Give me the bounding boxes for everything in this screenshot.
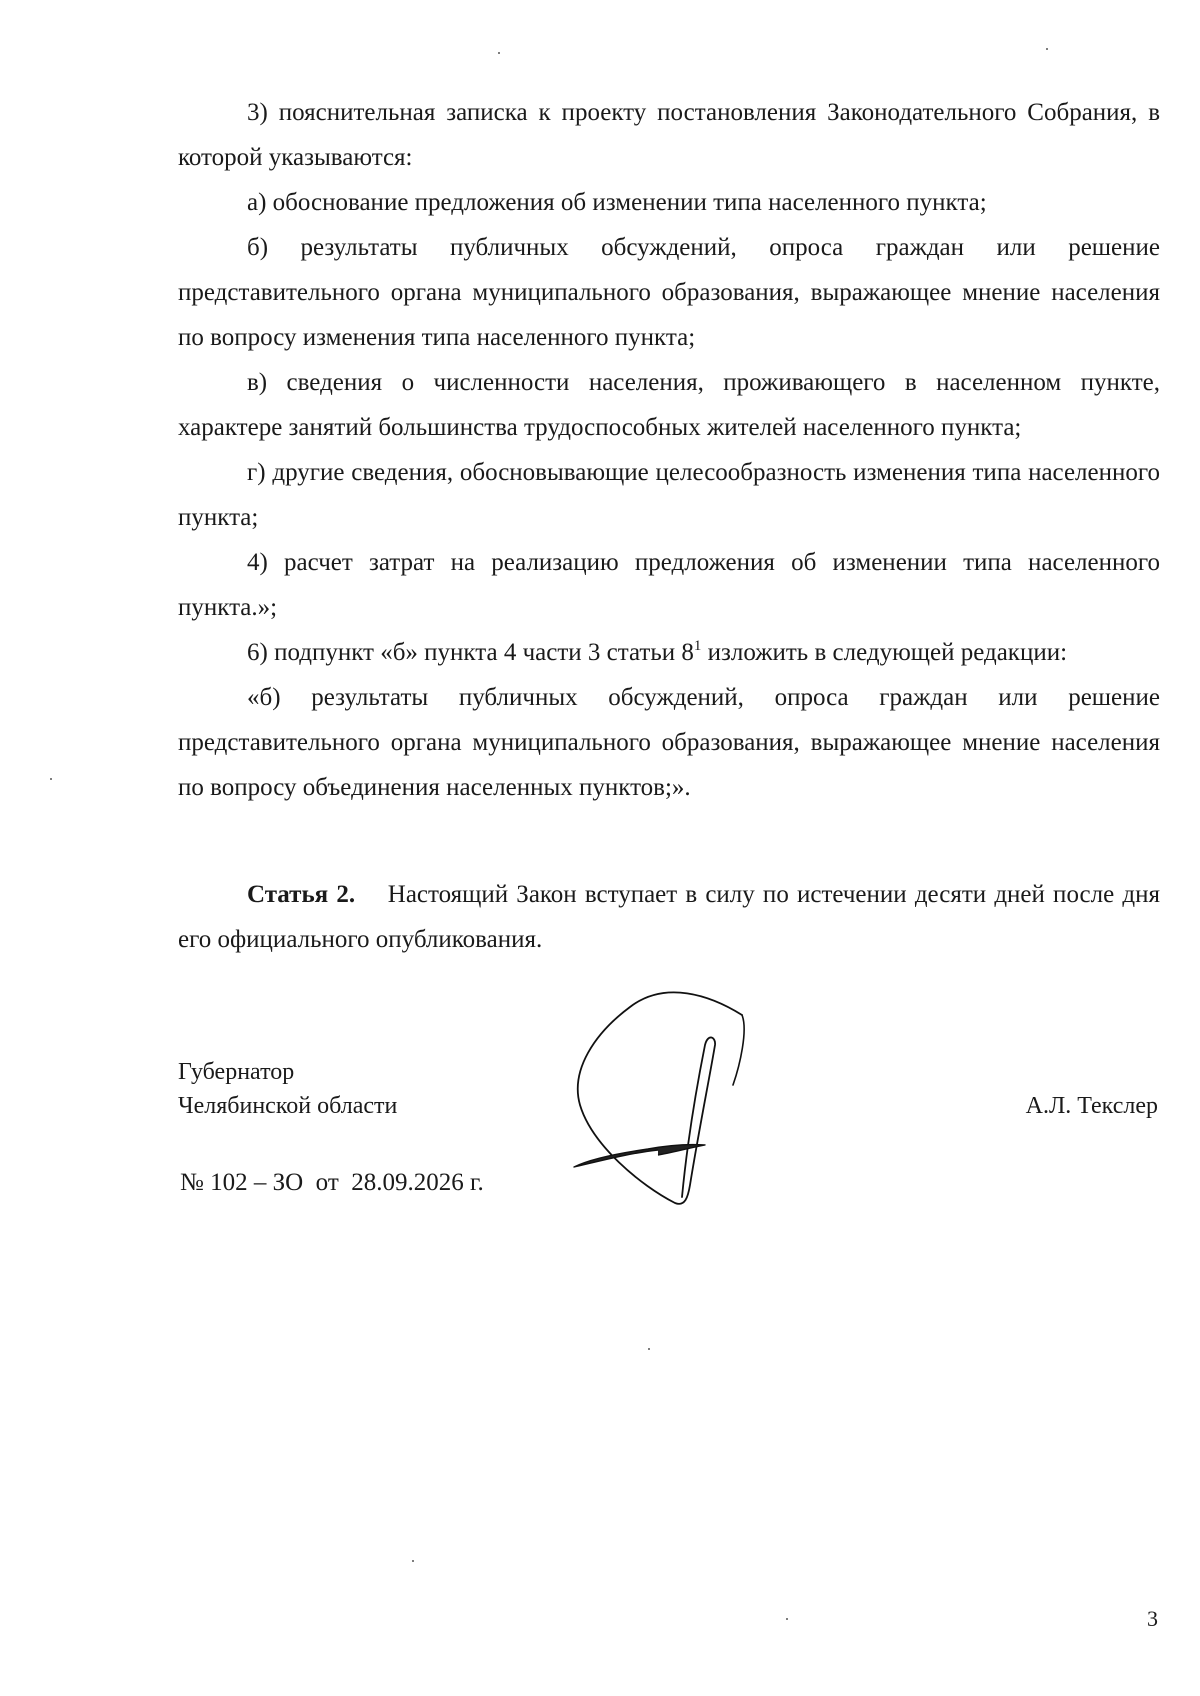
scan-speck — [1046, 48, 1048, 50]
signatory-name: А.Л. Текслер — [1025, 1093, 1158, 1119]
superscript-index: 1 — [693, 638, 702, 654]
position-title: Губернатор — [178, 1059, 295, 1085]
signatory-position — [178, 1055, 397, 1123]
article-2 — [178, 872, 1160, 962]
paragraph-explanatory-note: 3) пояснительная записка к проекту постановления Законодательного Собрания, в которой указываются: — [178, 99, 1160, 171]
amendment-text: 6) подпункт «б» пункта 4 части 3 статьи 8 — [247, 639, 694, 666]
paragraph-item-b: б) результаты публичных обсуждений, опроса граждан или решение представительного органа муниципального образования, выражающее мнение населения по вопросу изменения типа населенного пункта; — [178, 234, 1160, 351]
paragraph-item-a: а) обоснование предложения об изменении типа населенного пункта; — [247, 189, 987, 216]
paragraph-item-g: г) другие сведения, обосновывающие целесообразность изменения типа населенного пункта; — [178, 459, 1160, 531]
handwritten-signature — [570, 985, 780, 1205]
scan-speck — [498, 52, 500, 54]
scan-speck — [412, 1560, 414, 1562]
scan-speck — [786, 1618, 788, 1620]
amendment-text-end: изложить в следующей редакции: — [701, 639, 1068, 666]
article-text: Настоящий Закон вступает в силу по истечении десяти дней после дня его официального опубликования. — [178, 881, 1160, 953]
scan-speck — [50, 778, 52, 780]
scan-speck — [648, 1348, 650, 1350]
position-region: Челябинской области — [178, 1093, 398, 1119]
law-number-date: № 102 – ЗО от 28.09.2026 г. — [180, 1169, 484, 1196]
page-number: 3 — [1147, 1606, 1158, 1631]
article-label: Статья 2. — [247, 881, 356, 908]
paragraph-new-wording: «б) результаты публичных обсуждений, опроса граждан или решение представительного органа муниципального образования, выражающее мнение населения по вопросу объединения населенных пунктов;». — [178, 684, 1160, 801]
paragraph-cost-calculation: 4) расчет затрат на реализацию предложения об изменении типа населенного пункта.»; — [178, 549, 1160, 621]
paragraph-item-v: в) сведения о численности населения, проживающего в населенном пункте, характере занятий большинства трудоспособных жителей населенного пункта; — [178, 369, 1160, 441]
paragraph-amendment-6 — [178, 630, 1160, 675]
document-body — [178, 90, 1160, 810]
